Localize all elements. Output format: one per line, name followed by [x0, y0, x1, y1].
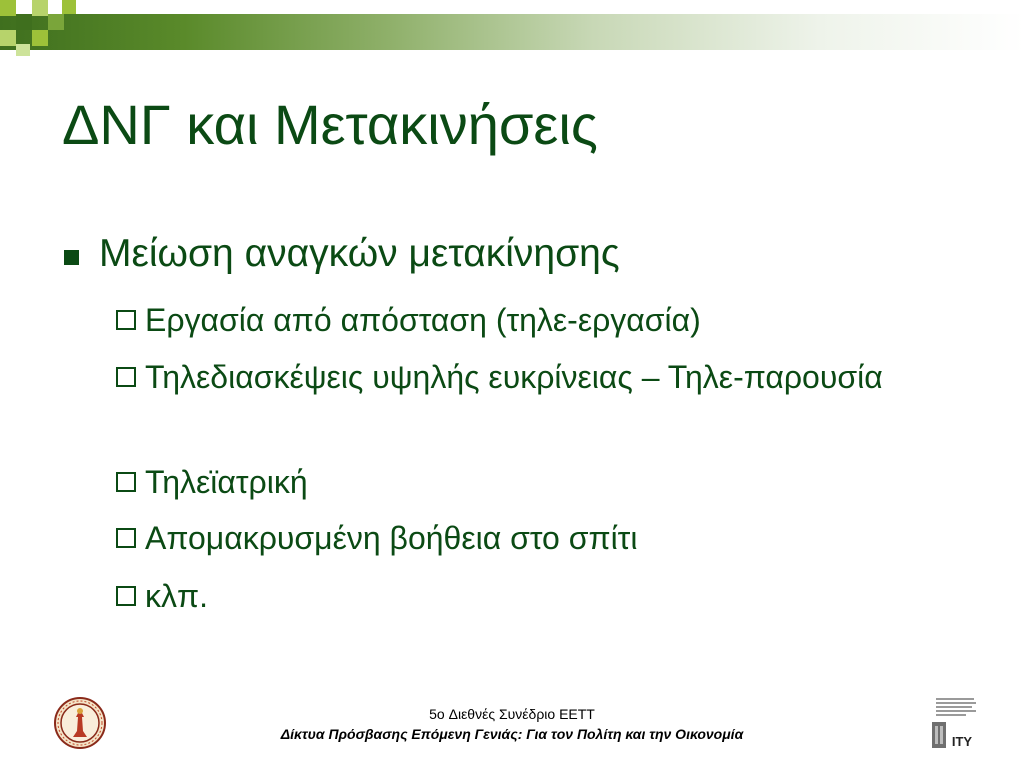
university-seal-icon — [54, 697, 106, 749]
bullet-item — [64, 232, 620, 276]
checkbox-bullet-icon — [116, 528, 136, 548]
footer-subtitle: Δίκτυα Πρόσβασης Επόμενη Γενιάς: Για τον Πολίτη και την Οικονομία — [280, 726, 744, 742]
ity-logo-text: ITY — [951, 734, 973, 749]
sub-bullet-text: κλπ. — [145, 578, 208, 614]
bullet-text: Μείωση αναγκών μετακίνησης — [99, 232, 620, 275]
sub-bullet-item — [116, 460, 905, 504]
sub-bullet-text: Τηλεδιασκέψεις υψηλής ευκρίνειας – Τηλε-παρουσία — [145, 359, 883, 395]
slide-footer — [200, 704, 824, 744]
checkbox-bullet-icon — [116, 367, 136, 387]
sub-bullet-text: Τηλεϊατρική — [145, 464, 308, 500]
sub-bullet-text: Εργασία από απόσταση (τηλε-εργασία) — [145, 302, 701, 338]
checkbox-bullet-icon — [116, 310, 136, 330]
checkbox-bullet-icon — [116, 586, 136, 606]
square-bullet-icon — [64, 250, 79, 265]
sub-bullet-item — [116, 516, 905, 560]
sub-bullet-item — [116, 298, 905, 342]
checkbox-bullet-icon — [116, 472, 136, 492]
sub-bullet-item — [116, 355, 895, 399]
sub-bullet-item — [116, 574, 905, 618]
slide-title: ΔΝΓ και Μετακινήσεις — [62, 93, 598, 156]
ity-logo-icon — [930, 696, 980, 756]
sub-bullet-text: Απομακρυσμένη βοήθεια στο σπίτι — [145, 520, 638, 556]
footer-conference: 5o Διεθνές Συνέδριο ΕΕΤΤ — [429, 706, 595, 722]
header-band — [0, 14, 1024, 50]
